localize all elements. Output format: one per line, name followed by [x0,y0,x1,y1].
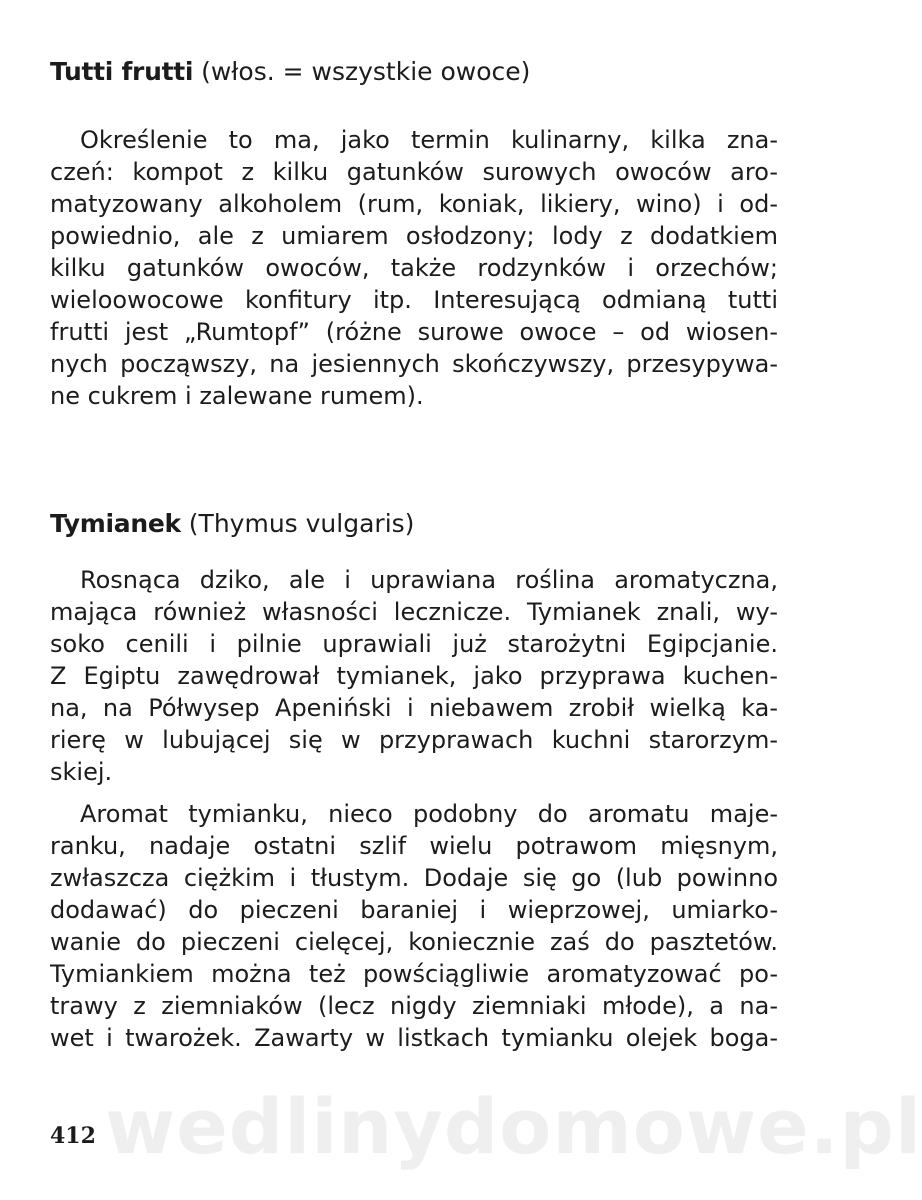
text-line: trawy z ziemniaków (lecz nigdy ziemniaki młode), a na- [50,992,778,1020]
text-line: na, na Półwysep Apeniński i niebawem zrobił wielką ka- [50,694,778,722]
entry-gloss: (włos. = wszystkie owoce) [193,57,531,86]
entry-gloss: (Thymus vulgaris) [180,509,415,538]
text-line: ranku, nadaje ostatni szlif wielu potrawom mięsnym, [50,832,778,860]
text-line: wanie do pieczeni cielęcej, koniecznie zaś do pasztetów. [50,928,778,956]
text-line: czeń: kompot z kilku gatunków surowych owoców aro- [50,158,778,186]
text-line: matyzowany alkoholem (rum, koniak, likiery, wino) i od- [50,190,778,218]
text-line: soko cenili i pilnie uprawiali już starożytni Egipcjanie. [50,630,778,658]
watermark-text: wedlinydomowe.pl [105,1082,922,1171]
text-line: kilku gatunków owoców, także rodzynków i orzechów; [50,254,778,282]
text-line: ne cukrem i zalewane rumem). [50,382,424,410]
text-line: powiednio, ale z umiarem osłodzony; lody z dodatkiem [50,222,778,250]
entry-heading-tutti-frutti [50,56,530,88]
text-line: Tymiankiem można też powściągliwie aromatyzować po- [50,960,778,988]
text-line: frutti jest „Rumtopf” (różne surowe owoce – od wiosen- [50,318,778,346]
text-line: wieloowocowe konfitury itp. Interesującą odmianą tutti [50,286,778,314]
text-line: rierę w lubującej się w przyprawach kuchni starorzym- [50,726,778,754]
text-line: Określenie to ma, jako termin kulinarny, kilka zna- [80,126,778,154]
text-line: zwłaszcza ciężkim i tłustym. Dodaje się go (lub powinno [50,864,778,892]
text-line: mająca również własności lecznicze. Tymianek znali, wy- [50,598,778,626]
entry-heading-tymianek [50,508,414,540]
text-line: skiej. [50,758,113,786]
text-line: Rosnąca dziko, ale i uprawiana roślina aromatyczna, [80,566,778,594]
text-line: Z Egiptu zawędrował tymianek, jako przyprawa kuchen- [50,662,778,690]
text-line: nych począwszy, na jesiennych skończywszy, przesypywa- [50,350,778,378]
entry-headword: Tymianek [50,509,181,538]
entry-headword: Tutti frutti [50,57,194,86]
text-line: wet i twarożek. Zawarty w listkach tymianku olejek boga- [50,1024,778,1052]
page-number: 412 [50,1123,96,1149]
text-line: Aromat tymianku, nieco podobny do aromatu maje- [80,800,778,828]
text-line: dodawać) do pieczeni baraniej i wieprzowej, umiarko- [50,896,778,924]
